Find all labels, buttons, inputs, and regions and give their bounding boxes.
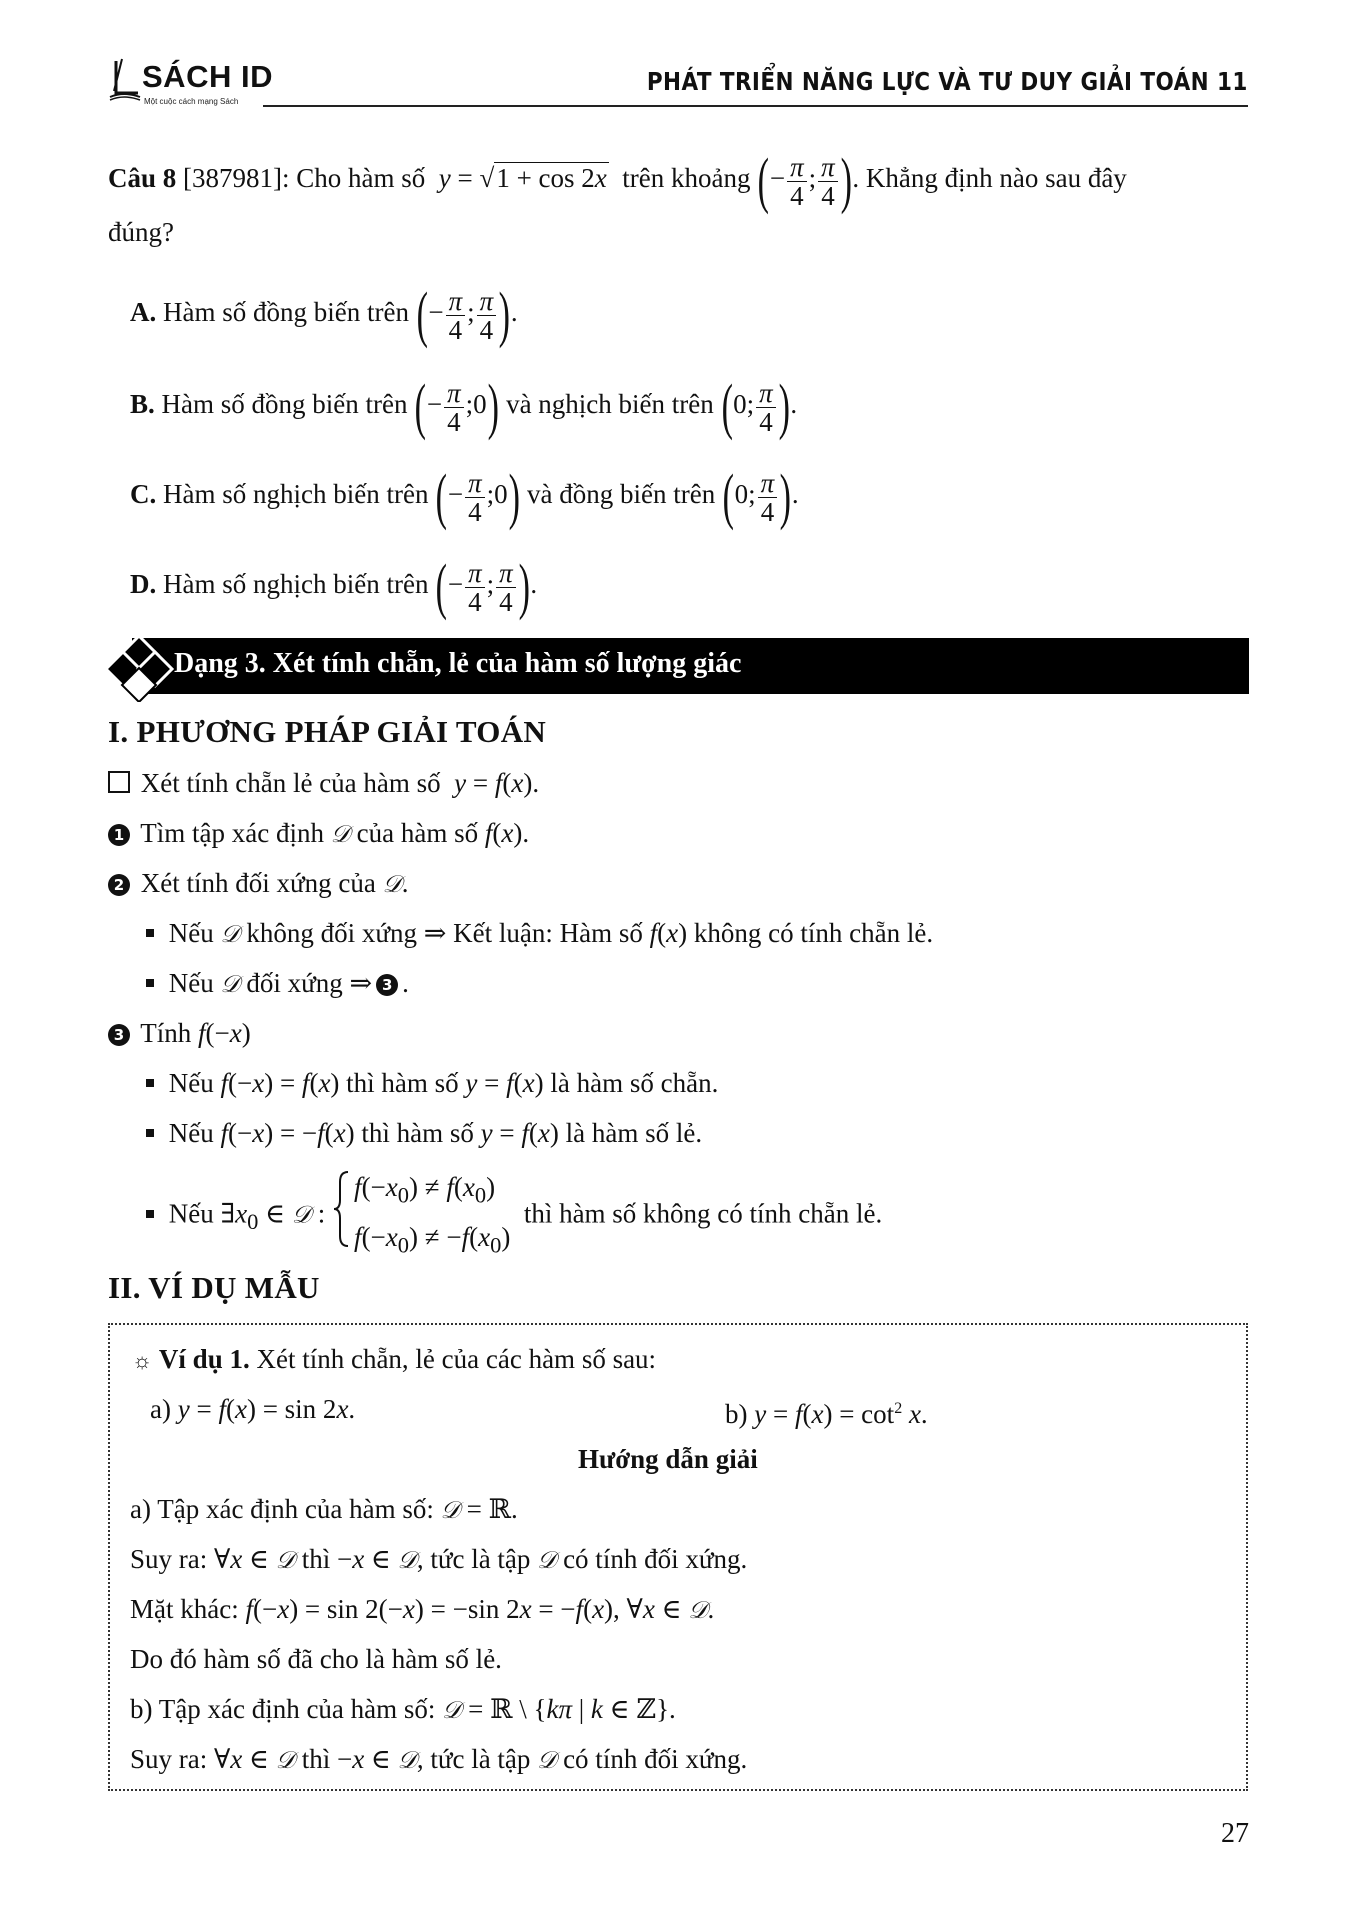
option-c-text: Hàm số nghịch biến trên [163, 479, 429, 510]
sub-2-text: Nếu [168, 968, 214, 998]
option-a-label: A. [130, 297, 157, 328]
sub-2-text-2: đối xứng [246, 968, 343, 998]
solution-line-3: Mặt khác: f(−x) = sin 2(−x) = −sin 2x = −f(x), ∀x ∈ 𝒟. [130, 1594, 715, 1624]
solution-text-3: Mặt khác: [130, 1594, 239, 1624]
method-step-1: 1 Tìm tập xác định 𝒟 của hàm số f(x). [108, 816, 529, 851]
bullet-icon [146, 929, 154, 937]
bullet-icon [146, 1079, 154, 1087]
header-rule [263, 105, 1248, 107]
step-1-text-2: của hàm số [356, 818, 479, 848]
option-a-text: Hàm số đồng biến trên [163, 297, 409, 328]
step-3-ref-icon: 3 [376, 974, 398, 996]
option-c-label: C. [130, 479, 157, 510]
option-d[interactable]: D. Hàm số nghịch biến trên (− $\frac{\pi}{4}$ ; $\frac{\pi}{4}$ ). [130, 553, 538, 621]
stem-text: Cho hàm số [296, 163, 426, 194]
sub-5-text: Nếu [168, 1198, 214, 1229]
examples-heading: II. VÍ DỤ MẪU [108, 1270, 320, 1305]
method-step-3: 3 Tính f(−x) [108, 1016, 251, 1050]
solution-heading: Hướng dẫn giải [578, 1444, 758, 1474]
page-number: 27 [1221, 1818, 1249, 1849]
sub-1-text-2: không đối xứng [246, 918, 418, 948]
sub-1-text-3: Kết luận: Hàm số [453, 918, 643, 948]
brace-icon [332, 1170, 352, 1248]
question-stem: Câu 8 [387981]: Cho hàm số y = √1 + cos 2x trên khoảng (− $\frac{\pi}{4}$ ; $\frac{\pi}{4}$ ). Khẳng định nào sau đây [108, 147, 1127, 215]
section-title: Dạng 3. Xét tính chẵn, lẻ của hàm số lượng giác [174, 648, 742, 679]
sun-icon: ☼ [132, 1348, 153, 1373]
part-b-label: b) [725, 1399, 748, 1429]
method-intro: Xét tính chẵn lẻ của hàm số y = f(x). [108, 766, 539, 800]
sach-id-logo [108, 55, 288, 107]
question-stem-cont: đúng? [108, 217, 174, 247]
solution-line-2: Suy ra: ∀x ∈ 𝒟 thì −x ∈ 𝒟, tức là tập 𝒟 có tính đối xứng. [130, 1544, 748, 1574]
sub-3-text-3: là hàm số chẵn. [550, 1068, 719, 1098]
sub-1-text: Nếu [168, 918, 214, 948]
method-sub-5: Nếu $\exists x_0$ ∈ 𝒟 : $f(-x_0) \ne f(x_0)$ $f(-x_0) \ne -f(x_0)$ thì hàm số không có tính chẵn lẻ. [146, 1166, 882, 1267]
solution-text-1: a) Tập xác định của hàm số: [130, 1494, 434, 1524]
option-b[interactable]: B. Hàm số đồng biến trên (− $\frac{\pi}{4}$ ;0) và nghịch biến trên (0; $\frac{\pi}{4}$ ). [130, 373, 798, 441]
stem-text-3: . Khẳng định nào sau đây [852, 163, 1127, 194]
sub-4-text-3: là hàm số lẻ. [565, 1118, 703, 1148]
solution-text-2: Suy ra: [130, 1544, 208, 1574]
step-3-text: Tính [140, 1018, 192, 1048]
solution-text-2b: thì [301, 1544, 331, 1574]
method-step-2: 2 Xét tính đối xứng của 𝒟. [108, 866, 409, 901]
bullet-icon [146, 1129, 154, 1137]
sub-1-text-4: không có tính chẵn lẻ. [693, 918, 934, 948]
solution-line-5: b) Tập xác định của hàm số: 𝒟 = ℝ \ {kπ | k ∈ ℤ}. [130, 1694, 676, 1724]
example-label: Ví dụ 1. [158, 1344, 250, 1374]
option-c[interactable]: C. Hàm số nghịch biến trên (− $\frac{\pi}{4}$ ;0) và đồng biến trên (0; $\frac{\pi}{4}$ ). [130, 463, 799, 531]
method-sub-2: Nếu 𝒟 đối xứng ⇒ 3 . [146, 966, 409, 1001]
example-part-a: a) y = f(x) = sin 2x. [150, 1394, 356, 1424]
method-intro-text: Xét tính chẵn lẻ của hàm số [140, 768, 441, 798]
sub-5-text-2: thì hàm số không có tính chẵn lẻ. [523, 1198, 883, 1229]
method-sub-4: Nếu f(−x) = −f(x) thì hàm số y = f(x) là hàm số lẻ. [146, 1116, 702, 1150]
solution-text-5: b) Tập xác định của hàm số: [130, 1694, 436, 1724]
option-d-label: D. [130, 569, 157, 600]
sub-3-text: Nếu [168, 1068, 214, 1098]
method-sub-1: Nếu 𝒟 không đối xứng ⇒ Kết luận: Hàm số f(x) không có tính chẵn lẻ. [146, 916, 933, 951]
logo-text: SÁCH ID [142, 59, 273, 94]
stem-text-2: trên khoảng [622, 163, 751, 194]
checkbox-icon [108, 771, 130, 793]
solution-line-4: Do đó hàm số đã cho là hàm số lẻ. [130, 1644, 502, 1674]
example-part-b: b) $y = f(x) = \cot^2 x$. [725, 1399, 928, 1429]
step-2-icon: 2 [108, 874, 130, 896]
option-d-text: Hàm số nghịch biến trên [163, 569, 429, 600]
step-2-text: Xét tính đối xứng của [140, 868, 376, 898]
option-b-text: Hàm số đồng biến trên [161, 389, 408, 420]
method-sub-3: Nếu f(−x) = f(x) thì hàm số y = f(x) là hàm số chẵn. [146, 1066, 718, 1100]
book-logo-icon [108, 57, 142, 101]
option-c-text-2: và đồng biến trên [527, 479, 716, 510]
question-label: Câu 8 [108, 163, 177, 194]
sub-4-text-2: thì hàm số [361, 1118, 474, 1148]
inequality-system: $f(-x_0) \ne f(x_0)$ $f(-x_0) \ne -f(x_0)$ [332, 1166, 510, 1267]
step-3-icon: 3 [108, 1024, 130, 1046]
logo-tagline: Một cuộc cách mạng Sách [144, 97, 239, 106]
solution-text-6: Suy ra: [130, 1744, 208, 1774]
sub-3-text-2: thì hàm số [346, 1068, 459, 1098]
sub-4-text: Nếu [168, 1118, 214, 1148]
example-1-title [132, 1342, 656, 1378]
diamond-ornament-icon [104, 632, 174, 702]
bullet-icon [146, 979, 154, 987]
method-heading: I. PHƯƠNG PHÁP GIẢI TOÁN [108, 714, 547, 749]
step-1-icon: 1 [108, 824, 130, 846]
option-b-label: B. [130, 389, 155, 420]
option-b-text-2: và nghịch biến trên [506, 389, 714, 420]
example-text: Xét tính chẵn, lẻ của các hàm số sau: [256, 1344, 657, 1374]
page-header [108, 55, 1248, 115]
solution-line-1: a) Tập xác định của hàm số: 𝒟 = ℝ. [130, 1494, 518, 1524]
solution-text-6d: có tính đối xứng. [563, 1744, 748, 1774]
solution-text-2c: tức là tập [430, 1544, 531, 1574]
step-1-text: Tìm tập xác định [140, 818, 324, 848]
part-a-label: a) [150, 1394, 171, 1424]
question-id: [387981]: [183, 163, 290, 194]
solution-line-6: Suy ra: ∀x ∈ 𝒟 thì −x ∈ 𝒟, tức là tập 𝒟 có tính đối xứng. [130, 1744, 748, 1774]
book-title: PHÁT TRIỂN NĂNG LỰC VÀ TƯ DUY GIẢI TOÁN 11 [647, 67, 1248, 96]
solution-text-6c: tức là tập [430, 1744, 531, 1774]
solution-text-6b: thì [301, 1744, 331, 1774]
bullet-icon [146, 1210, 154, 1218]
section-banner [132, 638, 1249, 694]
solution-text-2d: có tính đối xứng. [563, 1544, 748, 1574]
option-a[interactable]: A. Hàm số đồng biến trên (− $\frac{\pi}{4}$ ; $\frac{\pi}{4}$ ). [130, 281, 518, 349]
